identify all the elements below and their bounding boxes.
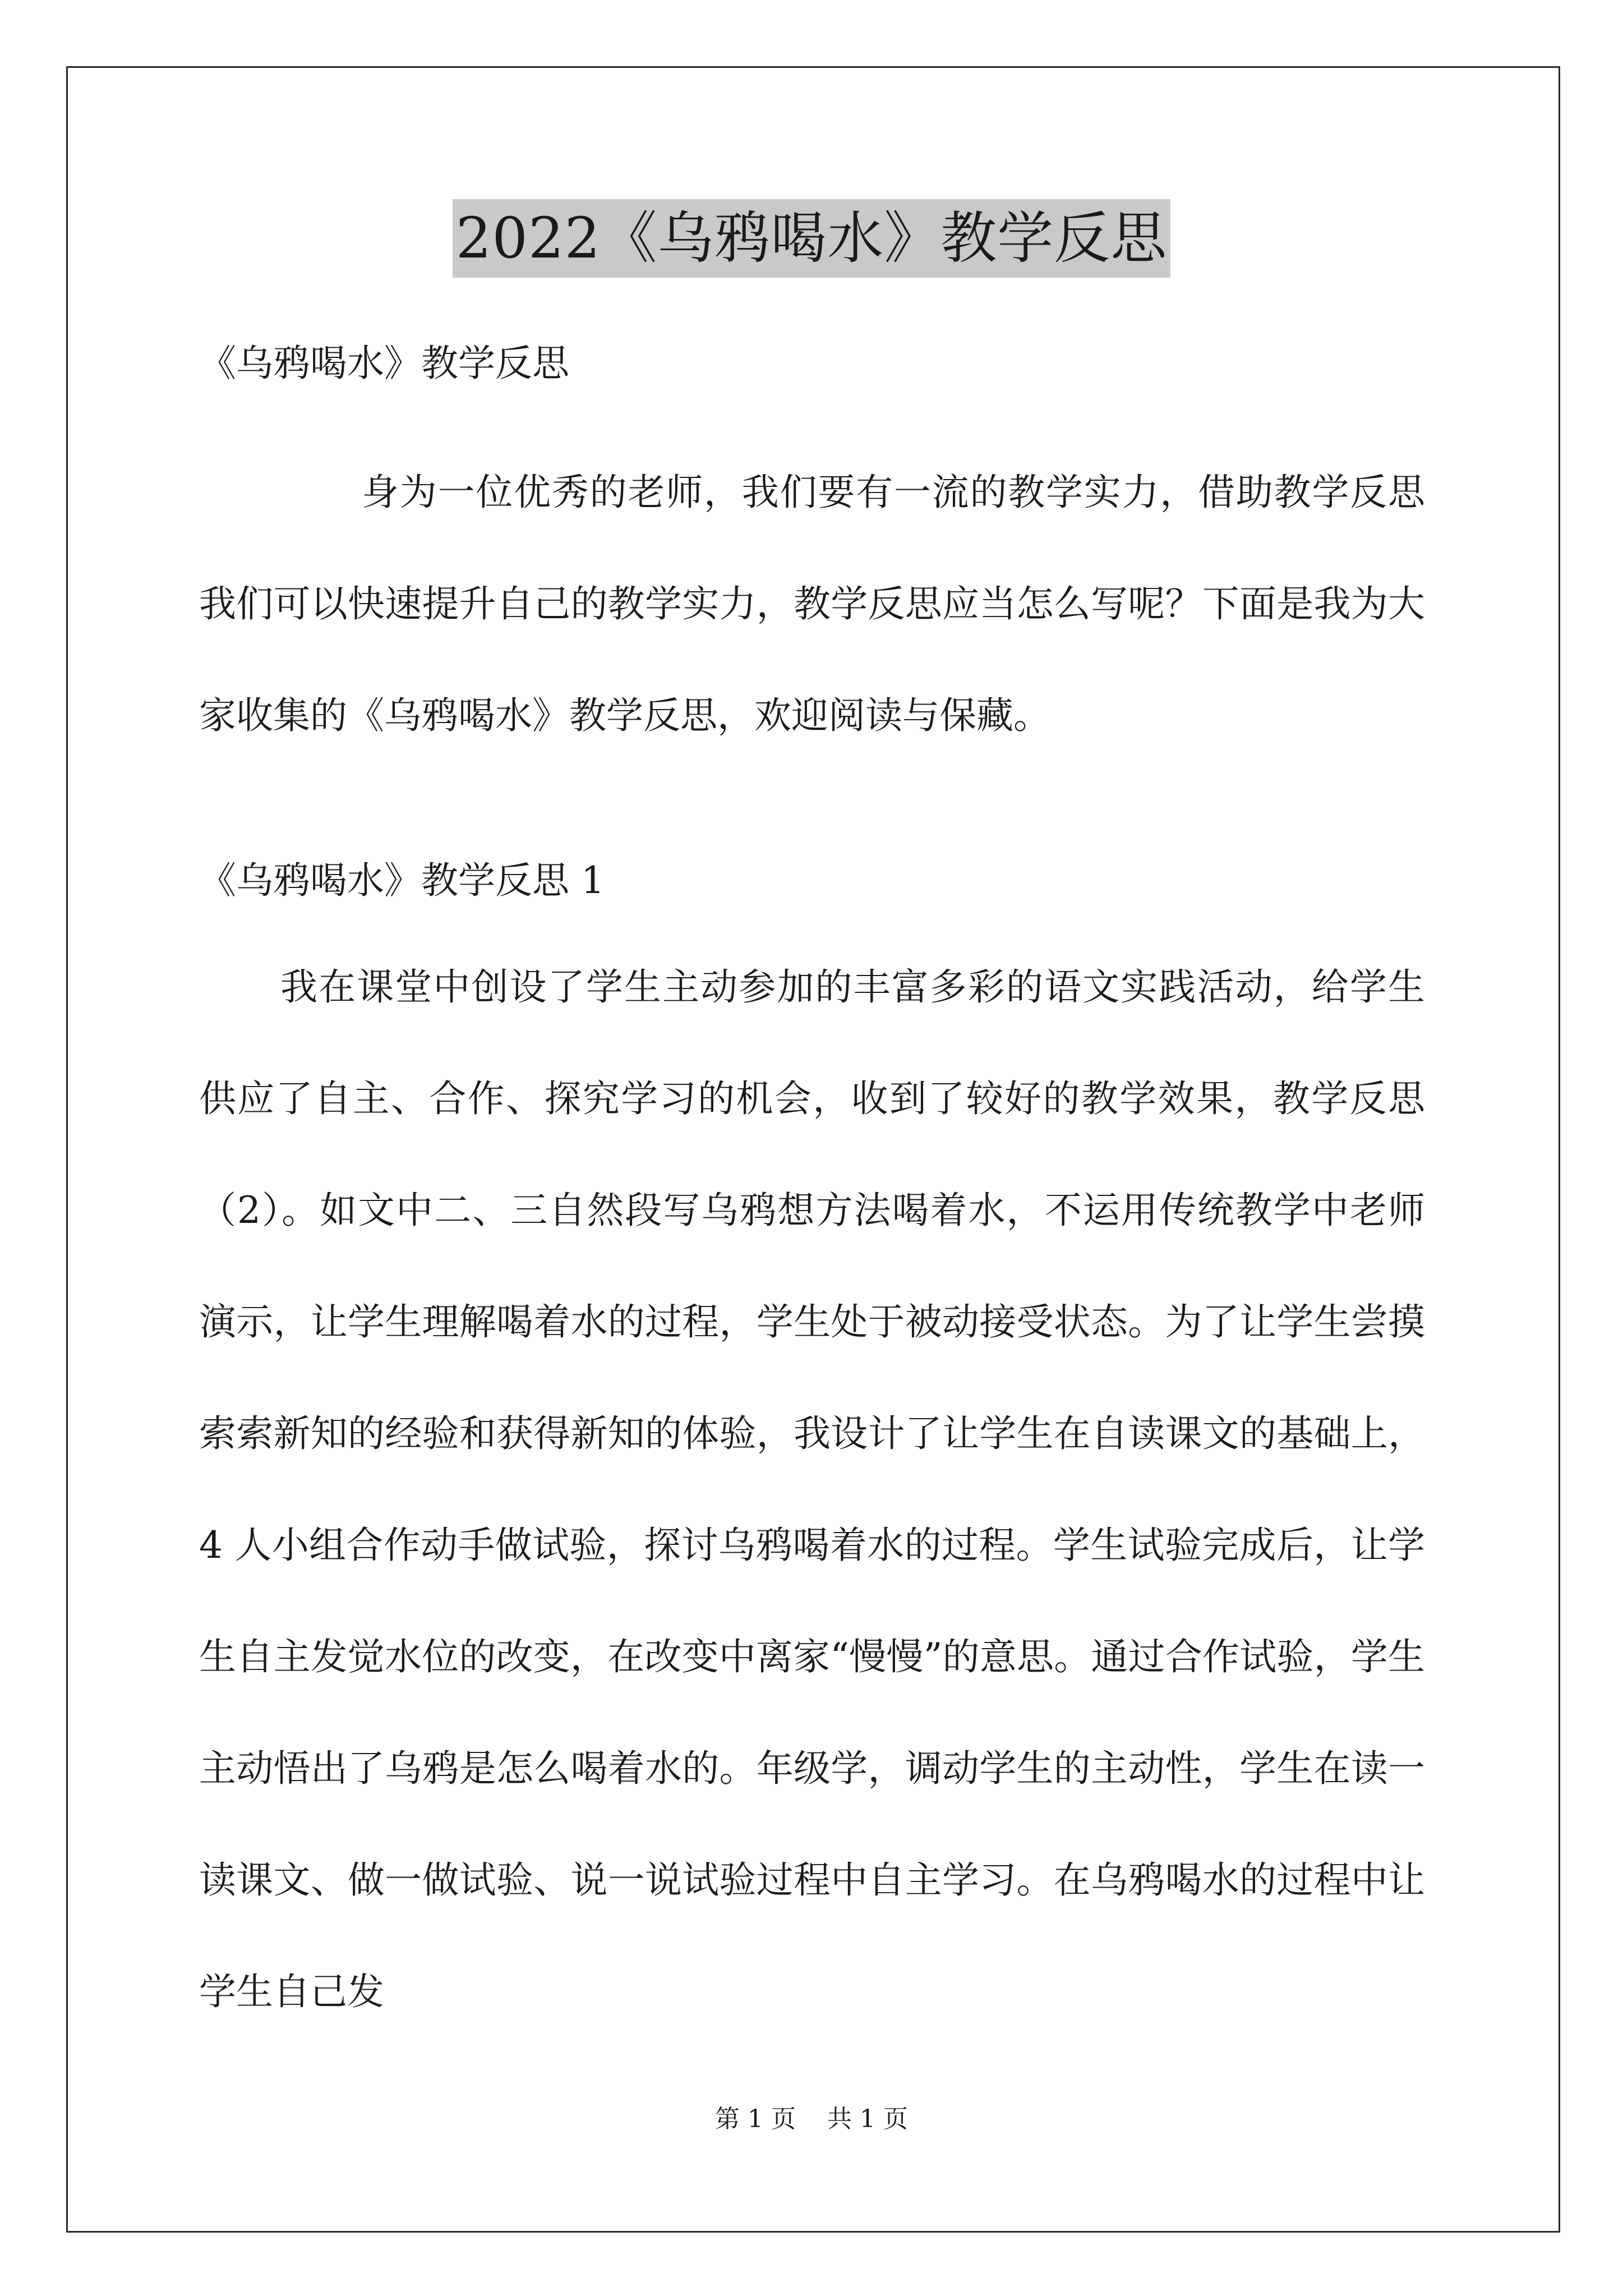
section-1-heading: 《乌鸦喝水》教学反思 1 xyxy=(199,859,605,902)
intro-paragraph: 身为一位优秀的老师，我们要有一流的教学实力，借助教学反思我们可以快速提升自己的教学实力，教学反思应当怎么写呢？下面是我为大家收集的《乌鸦喝水》教学反思，欢迎阅读与保藏。 xyxy=(199,471,1425,737)
document-title: 2022《乌鸦喝水》教学反思 xyxy=(453,199,1171,278)
title-container xyxy=(0,199,1623,278)
page-number-footer: 第 1 页 共 1 页 xyxy=(715,2105,908,2133)
document-subtitle: 《乌鸦喝水》教学反思 xyxy=(199,342,569,385)
document-body xyxy=(199,314,1425,2047)
section-1-paragraph: 我在课堂中创设了学生主动参加的丰富多彩的语文实践活动，给学生供应了自主、合作、探究学习的机会，收到了较好的教学效果，教学反思（2）。如文中二、三自然段写乌鸦想方法喝着水，不运用传统教学中老师演示，让学生理解喝着水的过程，学生处于被动接受状态。为了让学生尝摸索索新知的经验和获得新知的体验，我设计了让学生在自读课文的基础上，4 人小组合作动手做试验，探讨乌鸦喝着水的过程。学生试验完成后，让学生自主发觉水位的改变，在改变中离家“慢慢”的意思。通过合作试验，学生主动悟出了乌鸦是怎么喝着水的。年级学，调动学生的主动性，学生在读一读课文、做一做试验、说一说试验过程中自主学习。在乌鸦喝水的过程中让学生自己发 xyxy=(199,965,1425,2013)
